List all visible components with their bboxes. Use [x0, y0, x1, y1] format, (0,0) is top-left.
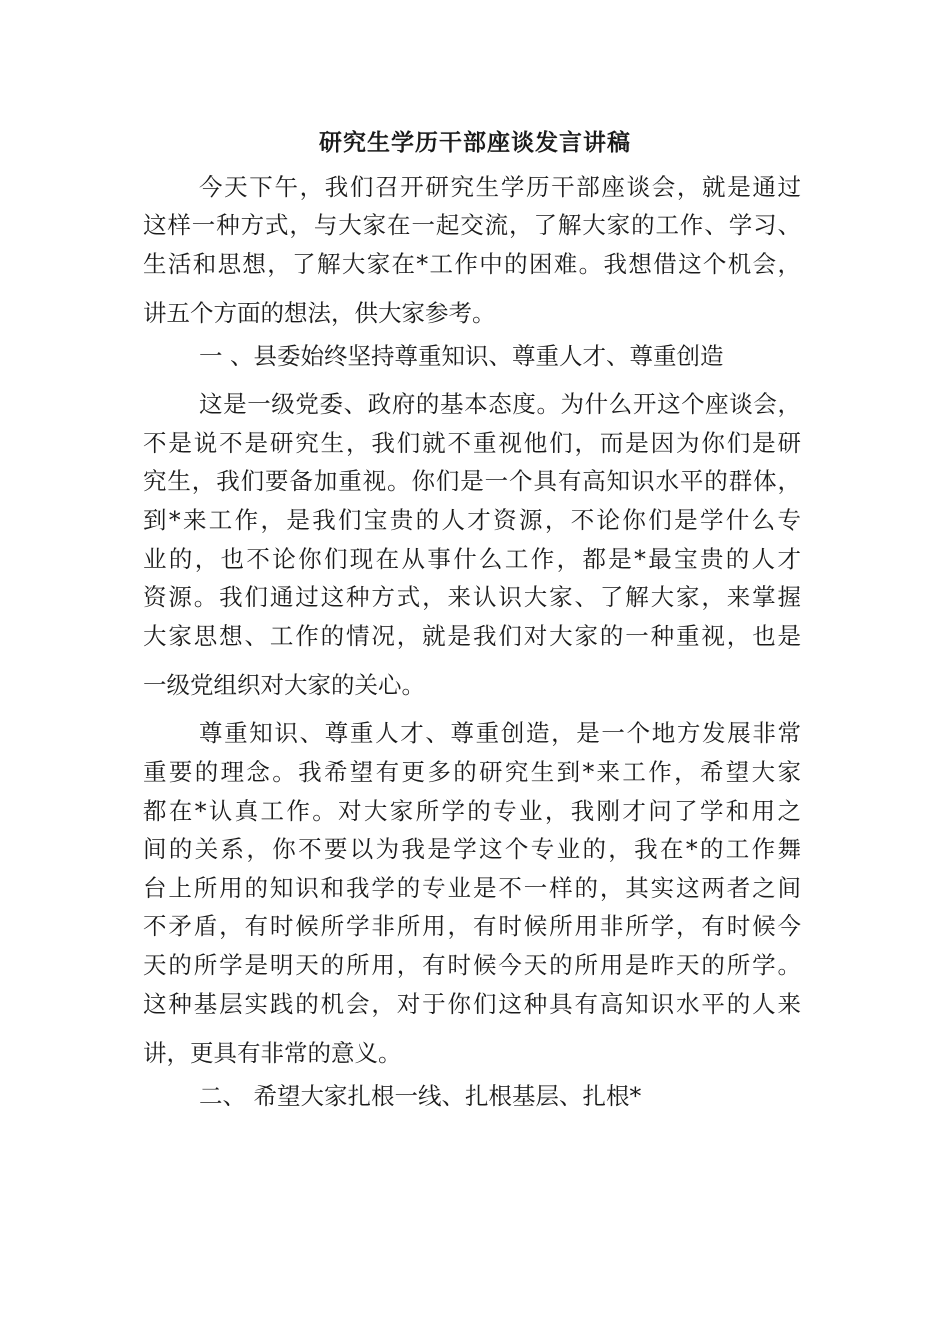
paragraph-line: 天的所学是明天的所用，有时候今天的所用是昨天的所学。: [143, 951, 801, 979]
paragraph-line: 都在*认真工作。对大家所学的专业，我刚才问了学和用之: [143, 797, 801, 825]
paragraph-line: 这是一级党委、政府的基本态度。为什么开这个座谈会，: [199, 390, 801, 418]
paragraph-line: 这种基层实践的机会，对于你们这种具有高知识水平的人来: [143, 990, 801, 1018]
paragraph-line: 重要的理念。我希望有更多的研究生到*来工作，希望大家: [143, 758, 801, 786]
paragraph-line: 不矛盾，有时候所学非所用，有时候所用非所学，有时候今: [143, 912, 801, 940]
section-heading-1: 一 、县委始终坚持尊重知识、尊重人才、尊重创造: [199, 342, 724, 370]
paragraph-line: 尊重知识、尊重人才、尊重创造，是一个地方发展非常: [199, 719, 801, 747]
paragraph-line: 台上所用的知识和我学的专业是不一样的，其实这两者之间: [143, 874, 801, 902]
paragraph-line: 一级党组织对大家的关心。: [143, 671, 425, 699]
paragraph-line: 这样一种方式，与大家在一起交流，了解大家的工作、学习、: [143, 211, 801, 239]
section-heading-2: 二、 希望大家扎根一线、扎根基层、扎根*: [199, 1082, 642, 1110]
paragraph-line: 资源。我们通过这种方式，来认识大家、了解大家，来掌握: [143, 583, 801, 611]
paragraph-line: 讲，更具有非常的意义。: [143, 1039, 402, 1067]
paragraph-line: 今天下午，我们召开研究生学历干部座谈会，就是通过: [199, 173, 801, 201]
paragraph-line: 到*来工作，是我们宝贵的人才资源，不论你们是学什么专: [143, 506, 801, 534]
paragraph-line: 究生，我们要备加重视。你们是一个具有高知识水平的群体，: [143, 467, 801, 495]
paragraph-line: 讲五个方面的想法，供大家参考。: [143, 299, 496, 327]
paragraph-line: 不是说不是研究生，我们就不重视他们，而是因为你们是研: [143, 429, 801, 457]
paragraph-line: 生活和思想，了解大家在*工作中的困难。我想借这个机会，: [143, 250, 801, 278]
paragraph-line: 间的关系，你不要以为我是学这个专业的，我在*的工作舞: [143, 835, 801, 863]
document-title: 研究生学历干部座谈发言讲稿: [319, 129, 631, 156]
paragraph-line: 业的，也不论你们现在从事什么工作，都是*最宝贵的人才: [143, 545, 801, 573]
paragraph-line: 大家思想、工作的情况，就是我们对大家的一种重视，也是: [143, 622, 801, 650]
